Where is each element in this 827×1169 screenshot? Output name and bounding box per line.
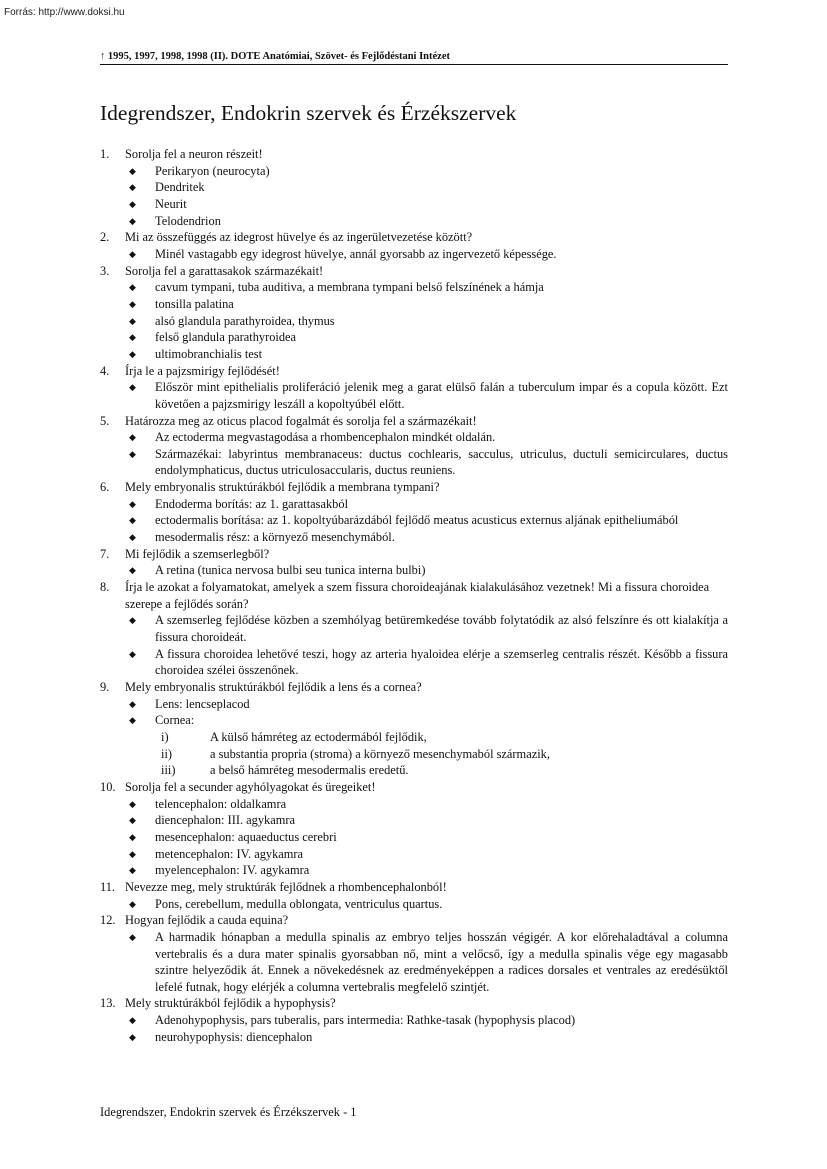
answer-text: neurohypophysis: diencephalon xyxy=(155,1029,313,1044)
question-item xyxy=(100,413,728,430)
question-text: Hogyan fejlődik a cauda equina? xyxy=(125,913,289,928)
question-number: 11. xyxy=(100,879,116,894)
diamond-bullet-icon: ◆ xyxy=(129,815,136,826)
question-text: Mi fejlődik a szemserlegből? xyxy=(125,546,270,561)
diamond-bullet-icon: ◆ xyxy=(129,332,136,343)
header-divider xyxy=(100,64,728,65)
answer-bullet xyxy=(100,1012,728,1029)
answer-text: Az ectoderma megvastagodása a rhombencephalon mindkét oldalán. xyxy=(155,430,496,445)
question-number: 13. xyxy=(100,996,116,1011)
answer-text: ectodermalis borítása: az 1. kopoltyúbarázdából fejlődő meatus acusticus externus aljának epitheliumából xyxy=(155,513,679,528)
diamond-bullet-icon: ◆ xyxy=(129,1015,136,1026)
diamond-bullet-icon: ◆ xyxy=(129,248,136,259)
diamond-bullet-icon: ◆ xyxy=(129,448,136,459)
question-item xyxy=(100,779,728,796)
answer-bullet xyxy=(100,612,728,645)
answer-text: cavum tympani, tuba auditiva, a membrana tympani belső felszínének a hámja xyxy=(155,280,544,295)
question-text: Írja le azokat a folyamatokat, amelyek a szem fissura choroideajának kialakulásához vezetnek! Mi a fissura choroidea szerepe a fejlődés során? xyxy=(125,580,710,611)
answer-text: Először mint epithelialis proliferáció jelenik meg a garat elülső falán a tuberculum impar és a copula között. Ezt követően a pajzsmirigy leszáll a kopoltyúbél előtt. xyxy=(155,380,728,411)
question-item xyxy=(100,879,728,896)
answer-bullet xyxy=(100,429,728,446)
roman-text: a belső hámréteg mesodermalis eredetű. xyxy=(210,763,409,778)
question-item xyxy=(100,146,728,163)
answer-text: telencephalon: oldalkamra xyxy=(155,796,287,811)
question-text: Írja le a pajzsmirigy fejlődését! xyxy=(125,363,280,378)
question-item xyxy=(100,479,728,496)
answer-text: metencephalon: IV. agykamra xyxy=(155,846,304,861)
answer-text: diencephalon: III. agykamra xyxy=(155,813,296,828)
diamond-bullet-icon: ◆ xyxy=(129,898,136,909)
roman-sub-item xyxy=(100,746,728,763)
diamond-bullet-icon: ◆ xyxy=(129,615,136,626)
diamond-bullet-icon: ◆ xyxy=(129,648,136,659)
answer-bullet xyxy=(100,313,728,330)
answer-text: felső glandula parathyroidea xyxy=(155,330,297,345)
answer-bullet xyxy=(100,379,728,412)
diamond-bullet-icon: ◆ xyxy=(129,382,136,393)
roman-text: A külső hámréteg az ectodermából fejlődik, xyxy=(210,729,427,744)
diamond-bullet-icon: ◆ xyxy=(129,182,136,193)
question-item xyxy=(100,229,728,246)
answer-text: mesencephalon: aquaeductus cerebri xyxy=(155,829,337,844)
question-number: 4. xyxy=(100,363,110,378)
question-number: 6. xyxy=(100,480,110,495)
diamond-bullet-icon: ◆ xyxy=(129,865,136,876)
answer-bullet xyxy=(100,446,728,479)
diamond-bullet-icon: ◆ xyxy=(129,315,136,326)
answer-bullet xyxy=(100,862,728,879)
answer-bullet xyxy=(100,246,728,263)
answer-text: Lens: lencseplacod xyxy=(155,696,250,711)
diamond-bullet-icon: ◆ xyxy=(129,298,136,309)
answer-bullet xyxy=(100,279,728,296)
answer-text: Neurit xyxy=(155,196,187,211)
roman-text: a substantia propria (stroma) a környező mesenchymaból származik, xyxy=(210,746,550,761)
answer-text: alsó glandula parathyroidea, thymus xyxy=(155,313,335,328)
page-header: ↑ 1995, 1997, 1998, 1998 (II). DOTE Anatómiai, Szövet- és Fejlődéstani Intézet xyxy=(100,51,450,62)
roman-numeral: ii) xyxy=(161,746,173,761)
answer-bullet xyxy=(100,646,728,679)
question-text: Sorolja fel a neuron részeit! xyxy=(125,147,263,161)
question-number: 9. xyxy=(100,680,110,694)
answer-bullet xyxy=(100,696,728,713)
diamond-bullet-icon: ◆ xyxy=(129,1031,136,1042)
question-list xyxy=(100,146,728,1045)
answer-bullet xyxy=(100,562,728,579)
diamond-bullet-icon: ◆ xyxy=(129,831,136,842)
roman-numeral: i) xyxy=(161,729,169,744)
diamond-bullet-icon: ◆ xyxy=(129,215,136,226)
answer-text: ultimobranchialis test xyxy=(155,346,263,361)
question-item xyxy=(100,995,728,1012)
answer-bullet xyxy=(100,329,728,346)
answer-bullet xyxy=(100,929,728,996)
roman-sub-item xyxy=(100,729,728,746)
diamond-bullet-icon: ◆ xyxy=(129,348,136,359)
answer-bullet xyxy=(100,829,728,846)
source-label: Forrás: http://www.doksi.hu xyxy=(4,7,125,18)
diamond-bullet-icon: ◆ xyxy=(129,931,136,942)
answer-text: mesodermalis rész: a környező mesenchymából. xyxy=(155,530,395,545)
question-number: 12. xyxy=(100,913,116,928)
answer-bullet xyxy=(100,346,728,363)
diamond-bullet-icon: ◆ xyxy=(129,498,136,509)
roman-sub-item xyxy=(100,762,728,779)
question-number: 8. xyxy=(100,580,110,595)
answer-text: Cornea: xyxy=(155,713,195,728)
question-text: Határozza meg az oticus placod fogalmát és sorolja fel a származékait! xyxy=(125,413,477,428)
question-item xyxy=(100,679,728,696)
question-number: 3. xyxy=(100,263,110,278)
diamond-bullet-icon: ◆ xyxy=(129,198,136,209)
diamond-bullet-icon: ◆ xyxy=(129,715,136,726)
answer-bullet xyxy=(100,512,728,529)
answer-text: A szemserleg fejlődése közben a szemhólyag betüremkedése tovább folytatódik az alsó felszínre és ott kialakítja a fissura choroideát. xyxy=(155,613,728,645)
question-number: 10. xyxy=(100,779,116,794)
question-item xyxy=(100,363,728,380)
answer-text: Dendritek xyxy=(155,180,205,195)
question-item xyxy=(100,263,728,280)
answer-bullet xyxy=(100,163,728,180)
roman-numeral: iii) xyxy=(161,763,176,778)
answer-bullet xyxy=(100,896,728,913)
answer-text: Adenohypophysis, pars tuberalis, pars intermedia: Rathke-tasak (hypophysis placod) xyxy=(155,1013,576,1028)
diamond-bullet-icon: ◆ xyxy=(129,848,136,859)
answer-text: Származékai: labyrintus membranaceus: ductus cochlearis, sacculus, utriculus, ductuli semicirculares, ductus endolymphaticus, ductus utriculosaccularis, ductus reuniens. xyxy=(155,446,728,478)
question-item xyxy=(100,912,728,929)
answer-bullet xyxy=(100,529,728,546)
answer-bullet xyxy=(100,213,728,230)
diamond-bullet-icon: ◆ xyxy=(129,798,136,809)
page-title: Idegrendszer, Endokrin szervek és Érzékszervek xyxy=(100,101,517,125)
diamond-bullet-icon: ◆ xyxy=(129,565,136,576)
answer-bullet xyxy=(100,846,728,863)
answer-bullet xyxy=(100,712,728,729)
diamond-bullet-icon: ◆ xyxy=(129,515,136,526)
diamond-bullet-icon: ◆ xyxy=(129,432,136,443)
answer-text: A harmadik hónapban a medulla spinalis az embryo teljes hosszán végigér. A kor előrehaladtával a columna vertebralis és a dura mater spinalis gyorsabban nő, mint a velőcső, így a medulla spinalis vége egy magasabb szintre helyeződik át. Ennek a növekedésnek az eredményeképpen a radices dorsales et ventrales az eredésüktől lefelé futnak, hogy elérjék a columna vertebralis megfelelő szintjét. xyxy=(155,929,728,994)
answer-text: Minél vastagabb egy idegrost hüvelye, annál gyorsabb az ingervezető képessége. xyxy=(155,246,557,261)
question-text: Nevezze meg, mely struktúrák fejlődnek a rhombencephalonból! xyxy=(125,879,447,894)
question-text: Mi az összefüggés az idegrost hüvelye és az ingerületvezetése között? xyxy=(125,230,473,245)
question-number: 5. xyxy=(100,413,110,428)
answer-bullet xyxy=(100,812,728,829)
answer-text: A retina (tunica nervosa bulbi seu tunica interna bulbi) xyxy=(155,563,426,578)
diamond-bullet-icon: ◆ xyxy=(129,282,136,293)
answer-text: Endoderma borítás: az 1. garattasakból xyxy=(155,496,349,511)
answer-text: myelencephalon: IV. agykamra xyxy=(155,863,310,878)
question-number: 2. xyxy=(100,230,110,245)
answer-text: Pons, cerebellum, medulla oblongata, ventriculus quartus. xyxy=(155,896,443,911)
page-footer: Idegrendszer, Endokrin szervek és Érzékszervek - 1 xyxy=(100,1105,357,1119)
answer-bullet xyxy=(100,196,728,213)
diamond-bullet-icon: ◆ xyxy=(129,532,136,543)
answer-text: A fissura choroidea lehetővé teszi, hogy az arteria hyaloidea elérje a szemserleg centralis részét. Később a fissura choroidea szélei összenőnek. xyxy=(155,646,728,678)
question-item xyxy=(100,579,728,612)
question-item xyxy=(100,546,728,563)
question-number: 1. xyxy=(100,147,110,161)
answer-text: Telodendrion xyxy=(155,213,221,228)
diamond-bullet-icon: ◆ xyxy=(129,165,136,176)
question-text: Sorolja fel a garattasakok származékait! xyxy=(125,263,324,278)
answer-bullet xyxy=(100,496,728,513)
answer-bullet xyxy=(100,796,728,813)
question-text: Mely struktúrákból fejlődik a hypophysis? xyxy=(125,996,336,1011)
answer-bullet xyxy=(100,296,728,313)
answer-text: Perikaryon (neurocyta) xyxy=(155,163,270,178)
question-text: Mely embryonalis struktúrákból fejlődik a lens és a cornea? xyxy=(125,680,422,694)
question-text: Sorolja fel a secunder agyhólyagokat és üregeiket! xyxy=(125,779,376,794)
answer-bullet xyxy=(100,179,728,196)
question-number: 7. xyxy=(100,546,110,561)
answer-text: tonsilla palatina xyxy=(155,296,234,311)
diamond-bullet-icon: ◆ xyxy=(129,698,136,709)
answer-bullet xyxy=(100,1029,728,1046)
question-text: Mely embryonalis struktúrákból fejlődik a membrana tympani? xyxy=(125,480,440,495)
